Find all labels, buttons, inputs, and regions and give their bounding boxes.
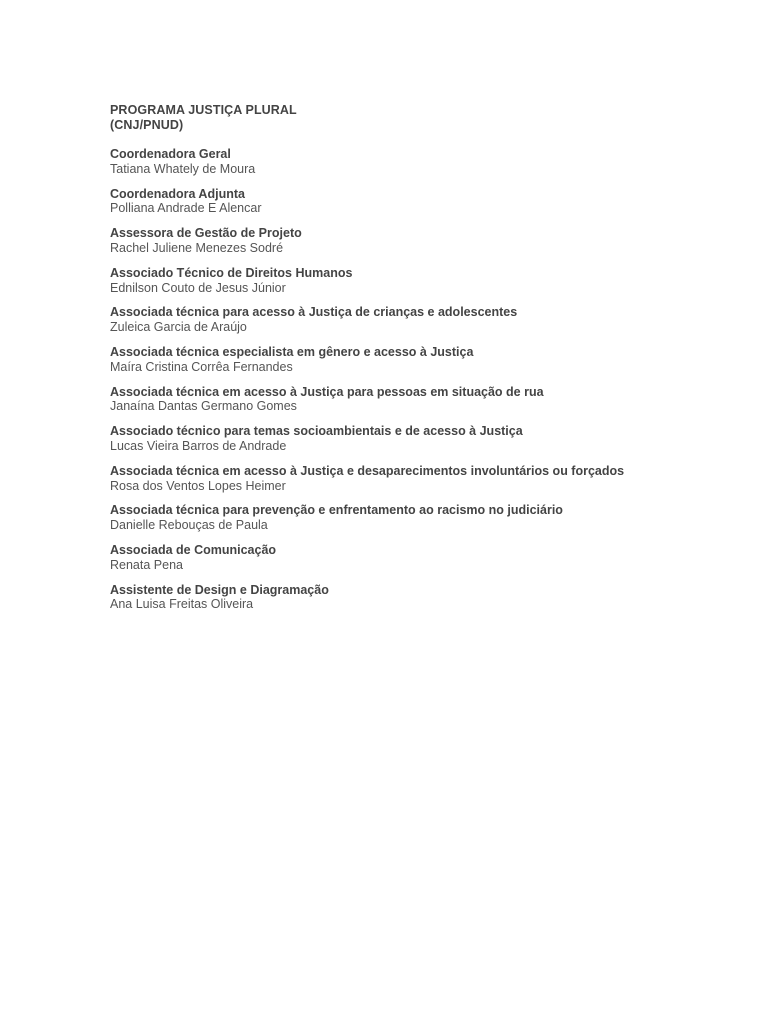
- credit-person: Lucas Vieira Barros de Andrade: [110, 438, 287, 453]
- credit-entry: [110, 503, 730, 533]
- credit-person: Rosa dos Ventos Lopes Heimer: [110, 478, 286, 493]
- credit-role: Associada técnica em acesso à Justiça para pessoas em situação de rua: [110, 384, 544, 399]
- credit-role: Assessora de Gestão de Projeto: [110, 226, 302, 241]
- credit-person: Zuleica Garcia de Araújo: [110, 320, 247, 335]
- credit-entry: [110, 424, 730, 454]
- credit-person: Rachel Juliene Menezes Sodré: [110, 240, 284, 255]
- credit-entry: [110, 305, 730, 335]
- credit-role: Coordenadora Adjunta: [110, 186, 245, 201]
- credit-person: Danielle Rebouças de Paula: [110, 518, 268, 533]
- credit-role: Associado Técnico de Direitos Humanos: [110, 265, 353, 280]
- program-title-line-2: (CNJ/PNUD): [110, 118, 184, 132]
- credit-role: Associada técnica em acesso à Justiça e desaparecimentos involuntários ou forçados: [110, 463, 625, 478]
- credits-block: [110, 103, 730, 622]
- credit-person: Janaína Dantas Germano Gomes: [110, 399, 297, 414]
- credit-role: Associada de Comunicação: [110, 542, 277, 557]
- credit-entry: [110, 187, 730, 217]
- program-title-line-1: PROGRAMA JUSTIÇA PLURAL: [110, 103, 297, 117]
- program-title: [110, 103, 730, 133]
- credit-person: Tatiana Whately de Moura: [110, 161, 256, 176]
- credit-entry: [110, 464, 730, 494]
- credit-role: Associado técnico para temas socioambientais e de acesso à Justiça: [110, 424, 523, 439]
- credit-person: Polliana Andrade E Alencar: [110, 201, 262, 216]
- credit-entry: [110, 543, 730, 573]
- credit-entry: [110, 226, 730, 256]
- credit-role: Associada técnica especialista em gênero e acesso à Justiça: [110, 344, 474, 359]
- credit-person: Ana Luisa Freitas Oliveira: [110, 597, 254, 612]
- credit-role: Coordenadora Geral: [110, 147, 231, 161]
- credit-entry: [110, 385, 730, 415]
- credit-entry: [110, 147, 730, 177]
- credit-entry: [110, 583, 730, 613]
- credit-person: Renata Pena: [110, 557, 183, 572]
- credit-person: Ednilson Couto de Jesus Júnior: [110, 280, 286, 295]
- credit-entry: [110, 266, 730, 296]
- credit-person: Maíra Cristina Corrêa Fernandes: [110, 359, 293, 374]
- credit-role: Associada técnica para acesso à Justiça de crianças e adolescentes: [110, 305, 518, 320]
- credit-role: Assistente de Design e Diagramação: [110, 582, 329, 597]
- credit-role: Associada técnica para prevenção e enfrentamento ao racismo no judiciário: [110, 503, 563, 518]
- credit-entry: [110, 345, 730, 375]
